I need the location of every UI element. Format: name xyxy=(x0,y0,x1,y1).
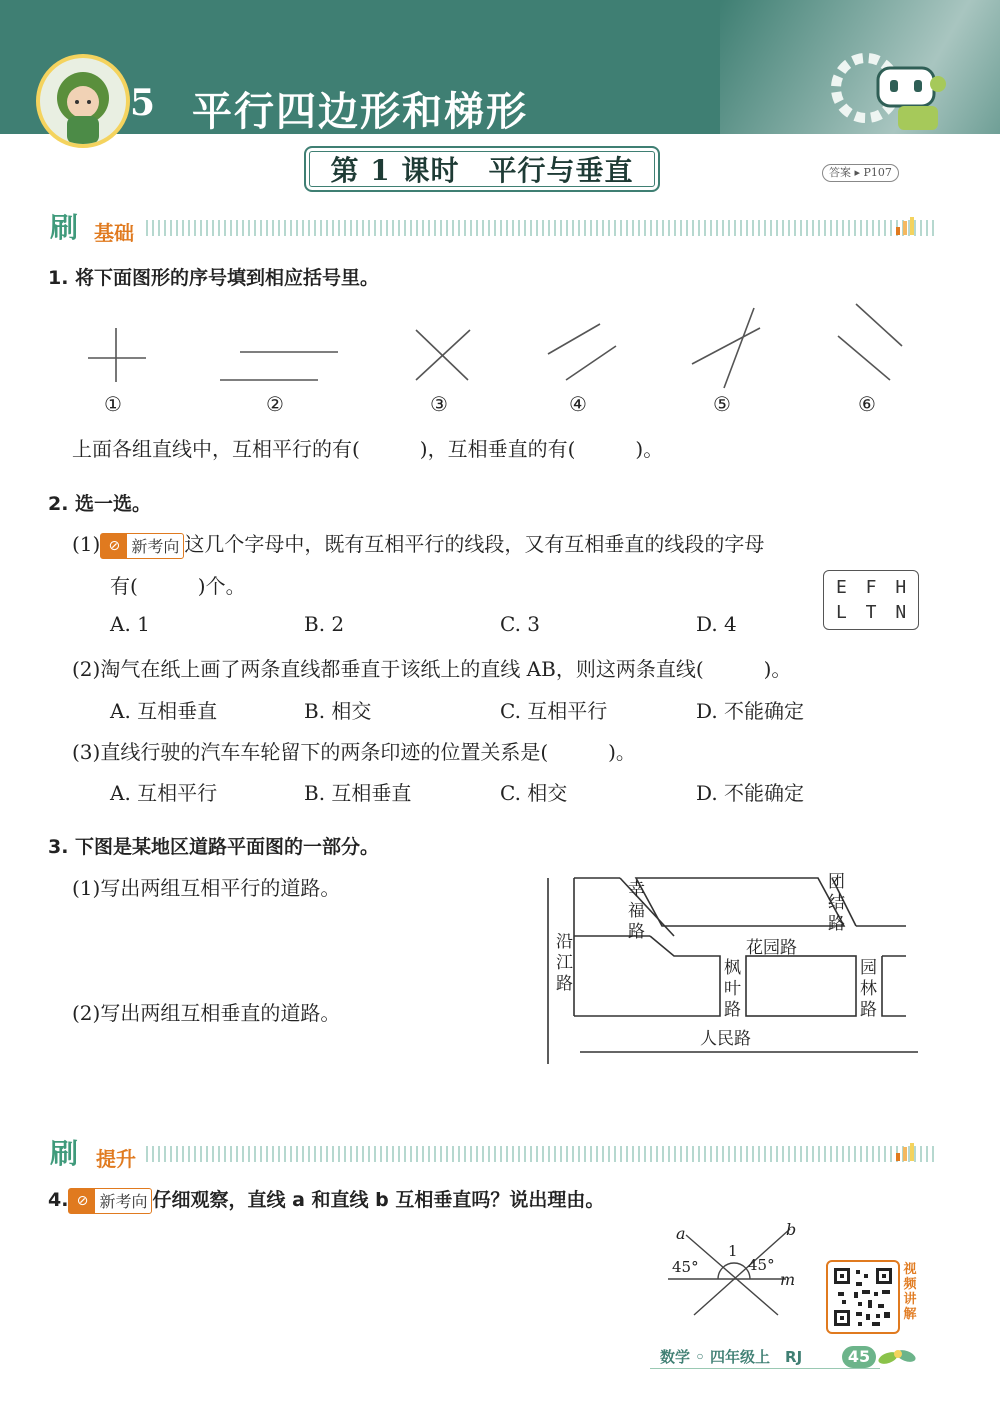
q2-p1-line2[interactable]: 有( )个。 xyxy=(110,574,246,598)
leaf-decoration-icon xyxy=(876,1344,926,1368)
q4-label-a: a xyxy=(676,1224,686,1243)
q1-label-4: ④ xyxy=(569,392,587,416)
q2-p2-option-d[interactable]: D. 不能确定 xyxy=(696,699,805,723)
chapter-number: 5 xyxy=(130,82,156,124)
q2-p3-option-d[interactable]: D. 不能确定 xyxy=(696,781,805,805)
qr-code-icon[interactable] xyxy=(826,1260,900,1334)
q2-p2-option-a[interactable]: A. 互相垂直 xyxy=(110,699,218,723)
new-trend-tag xyxy=(68,1188,152,1214)
q3-part1[interactable]: (1)写出两组互相平行的道路。 xyxy=(72,876,341,900)
q2-p2-text[interactable]: (2)淘气在纸上画了两条直线都垂直于该纸上的直线 AB，则这两条直线( )。 xyxy=(72,657,792,681)
road-xingfu: 幸福路 xyxy=(628,880,645,942)
q2-p2-option-b[interactable]: B. 相交 xyxy=(304,699,372,723)
compass-icon: ⊘ xyxy=(69,1189,95,1213)
page-number: 45 xyxy=(842,1346,876,1368)
answer-reference[interactable]: 答案 ▸ P107 xyxy=(822,164,899,182)
q2-p1-line1 xyxy=(72,528,764,559)
new-trend-tag xyxy=(100,533,184,559)
q1-label-3: ③ xyxy=(430,392,448,416)
q2-p3-option-b[interactable]: B. 互相垂直 xyxy=(304,781,412,805)
road-yuanlin: 园林路 xyxy=(860,958,877,1020)
q2-p1-option-c[interactable]: C. 3 xyxy=(500,612,541,636)
q1-label-2: ② xyxy=(266,392,284,416)
section-basic-label: 基础 xyxy=(94,221,134,245)
q4-num: 4. xyxy=(48,1189,69,1211)
q4-label-left-angle: 45° xyxy=(672,1258,699,1276)
q2-title: 2. 选一选。 xyxy=(48,493,152,515)
section-shua-icon: 刷 xyxy=(50,211,79,244)
road-tuanjie: 团结路 xyxy=(828,872,845,934)
letters-box xyxy=(823,570,919,630)
q2-p1-num: (1) xyxy=(72,532,101,556)
tag-label: 新考向 xyxy=(131,537,180,556)
road-yanjiang: 沿江路 xyxy=(556,932,573,994)
q2-p3-option-a[interactable]: A. 互相平行 xyxy=(110,781,218,805)
q2-p1-option-a[interactable]: A. 1 xyxy=(110,612,150,636)
q4-line xyxy=(48,1185,604,1214)
tag-label: 新考向 xyxy=(99,1192,148,1211)
qr-video-label: 视频讲解 xyxy=(903,1262,917,1322)
letters-row-2: L T N xyxy=(836,602,911,623)
footer-line xyxy=(650,1368,880,1369)
section-advanced-label: 提升 xyxy=(96,1147,136,1171)
q1-label-6: ⑥ xyxy=(858,392,876,416)
q4-label-angle1: 1 xyxy=(728,1242,738,1260)
robot-gear-icon xyxy=(826,40,966,130)
q4-label-b: b xyxy=(786,1220,797,1239)
q2-p3-option-c[interactable]: C. 相交 xyxy=(500,781,568,805)
lesson-title: 第 1 课时 平行与垂直 xyxy=(304,146,660,192)
q2-p1-option-b[interactable]: B. 2 xyxy=(304,612,345,636)
q1-figures xyxy=(60,300,940,420)
q1-title: 1. 将下面图形的序号填到相应括号里。 xyxy=(48,267,380,289)
chapter-title: 平行四边形和梯形 xyxy=(192,88,528,135)
road-huayuan: 花园路 xyxy=(746,938,797,958)
section-end-marks xyxy=(896,1142,917,1161)
footer-text: 数学 ◦ 四年级上 RJ xyxy=(660,1348,803,1366)
q1-label-5: ⑤ xyxy=(713,392,731,416)
q4-label-right-angle: 45° xyxy=(748,1256,775,1274)
q3-part2[interactable]: (2)写出两组互相垂直的道路。 xyxy=(72,1001,341,1025)
q4-text: 仔细观察，直线 a 和直线 b 互相垂直吗？说出理由。 xyxy=(152,1189,605,1211)
q3-title: 3. 下图是某地区道路平面图的一部分。 xyxy=(48,836,380,858)
section-divider xyxy=(146,1146,936,1162)
q2-p1-option-d[interactable]: D. 4 xyxy=(696,612,737,636)
q2-p3-text[interactable]: (3)直线行驶的汽车车轮留下的两条印迹的位置关系是( )。 xyxy=(72,740,636,764)
section-end-marks xyxy=(896,216,917,235)
section-shua-icon: 刷 xyxy=(50,1137,79,1170)
q1-answer-text[interactable]: 上面各组直线中，互相平行的有( )，互相垂直的有( )。 xyxy=(72,437,664,461)
compass-icon: ⊘ xyxy=(101,534,127,558)
section-divider xyxy=(146,220,936,236)
mascot-avatar xyxy=(36,54,130,148)
letters-row-1: E F H xyxy=(836,577,911,598)
road-fengye: 枫叶路 xyxy=(724,958,741,1020)
section-basic-bar xyxy=(50,206,920,246)
q1-label-1: ① xyxy=(104,392,122,416)
section-advanced-bar xyxy=(50,1132,920,1172)
road-renmin: 人民路 xyxy=(700,1029,751,1049)
q4-label-m: m xyxy=(780,1270,796,1289)
q2-p2-option-c[interactable]: C. 互相平行 xyxy=(500,699,608,723)
q2-p1-text: 这几个字母中，既有互相平行的线段，又有互相垂直的线段的字母 xyxy=(184,532,765,556)
